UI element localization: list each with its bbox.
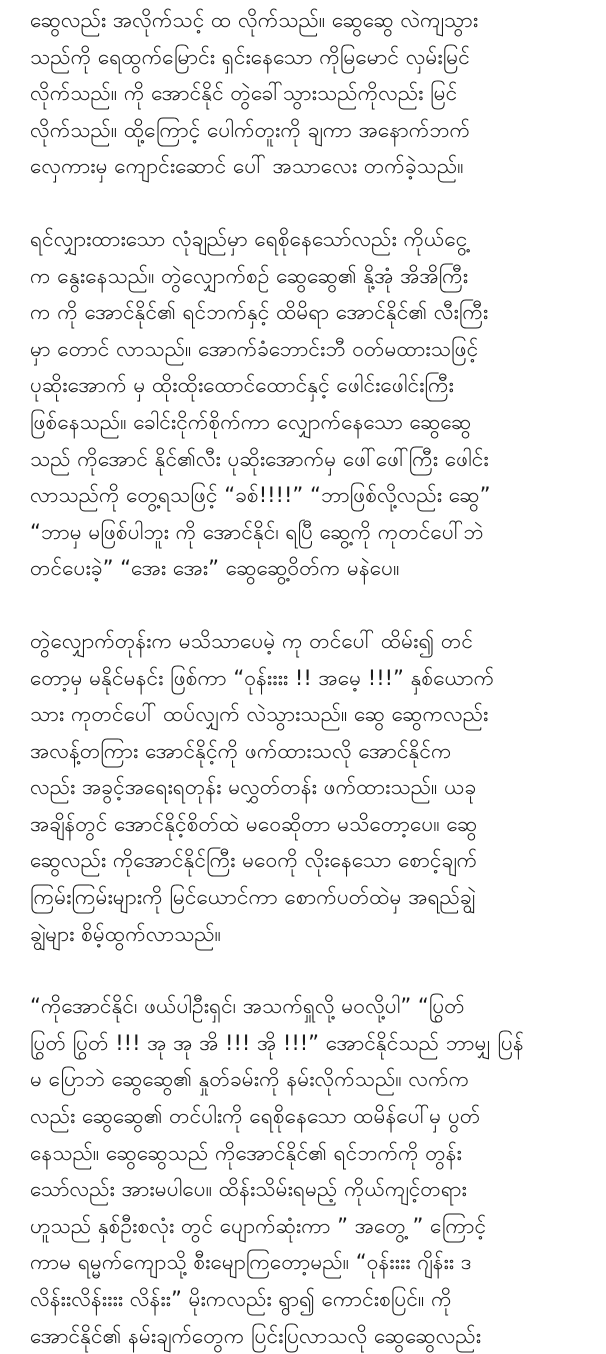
text-line: ချွဲများ စိမ့်ထွက်လာသည်။ [30, 921, 222, 946]
text-line: ကာမ ရမ္မက်ကျောသို့ စီးမျောကြတော့မည်။ “ဝုန်းးးး ဂျိန်းး ဒ [30, 1250, 472, 1275]
text-line: ပြွတ် ပြွတ် !!! အု အု အိ !!! အို !!!” အောင်နိုင်သည် ဘာမျှ ပြန် [30, 1030, 524, 1055]
text-line: အချိန်တွင် အောင်နိုင့်စိတ်ထဲ မဝေဆိုတာ မသိတော့ပေ။ ဆွေ [30, 811, 478, 836]
text-line: တွဲလျှောက်တုန်းက မသိသာပေမဲ့ ကု တင်ပေါ် ထိမ်း၍ တင် [30, 628, 473, 653]
text-line: တော့မှ မနိုင်မနင်း ဖြစ်ကာ “ဝုန်းးးး !! အမေ့ !!!” နှစ်ယောက် [30, 665, 495, 690]
text-line: ဟူသည် နှစ်ဦးစလုံး တွင် ပျောက်ဆုံးကာ ” အတွေ့ ” ကြောင့် [30, 1213, 487, 1238]
paragraph [30, 623, 584, 952]
text-line: လည်း ဆွေဆွေ၏ တင်ပါးကို ရေစိုနေသော ထမိန်ပေါ်မှ ပွတ် [30, 1104, 481, 1129]
text-line: ပုဆိုးအောက် မှ ထိုးထိုးထောင်ထောင်နှင့် ဖေါင်းဖေါင်းကြီး [30, 373, 454, 398]
text-line: လိုက်သည်။ ထို့ကြောင့် ပေါက်တူးကို ချကာ အနောက်ဘက် [30, 117, 471, 142]
text-line: က နွေးနေသည်။ တွဲလျှောက်စဉ် ဆွေဆွေ၏ နို့အုံ အိအိကြီး [30, 263, 469, 288]
text-line: ရင်လျှားထားသော လုံချည်မှာ ရေစိုနေသော်လည်း ကိုယ်ငွေ့ [30, 226, 468, 251]
text-line: တင်ပေးခဲ့” “အေး အေး” ဆွေဆွေ့ဝိတ်က မနဲပေ။ [30, 556, 400, 581]
paragraph [30, 988, 584, 1354]
text-line: လည်း အခွင့်အရေးရတုန်း မလွှတ်တန်း ဖက်ထားသည်။ ယခု [30, 775, 477, 800]
paragraph [30, 2, 584, 185]
paragraph [30, 221, 584, 587]
text-line: လိုက်သည်။ ကို အောင်နိုင် တွဲခေါ်သွားသည်ကိုလည်း မြင် [30, 81, 458, 106]
text-line: မှာ တောင် လာသည်။ အောက်ခံဘောင်းဘီ ဝတ်မထားသဖြင့် [30, 336, 479, 361]
text-line: သည်ကို ရေထွက်မြောင်း ရှင်းနေသော ကိုမြမောင် လှမ်းမြင် [30, 44, 470, 69]
text-line: သော်လည်း အားမပါပေ။ ထိန်းသိမ်းရမည့် ကိုယ်ကျင့်တရား [30, 1177, 467, 1202]
text-line: နေသည်။ ဆွေဆွေသည် ကိုအောင်နိုင်၏ ရင်ဘက်ကို တွန်း [30, 1140, 462, 1165]
text-line: “ဘာမှ မဖြစ်ပါဘူး ကို အောင်နိုင်၊ ရပြီ ဆွေ့ကို ကုတင်ပေါ်ဘဲ [30, 519, 484, 544]
text-line: ဆွေလည်း ကိုအောင်နိုင်ကြီး မဝေကို လိုးနေသော စောင့်ချက် [30, 848, 478, 873]
text-line: သည် ကိုအောင် နိုင်၏လီး ပုဆိုးအောက်မှ ဖေါ်ဖေါ်ကြီး ဖေါင်း [30, 446, 489, 471]
text-line: က ကို အောင်နိုင်၏ ရင်ဘက်နှင့် ထိမိရာ အောင်နိုင်၏ လီးကြီး [30, 300, 489, 325]
text-line: “ကိုအောင်နိုင်၊ ဖယ်ပါဦးရှင်၊ အသက်ရှူလို့ မဝလို့ပါ” “ပြွတ် [30, 994, 465, 1019]
text-line: ကြမ်းကြမ်းများကို မြင်ယောင်ကာ စောက်ပတ်ထဲမှ အရည်ချွဲ [30, 885, 475, 910]
text-line: အောင်နိုင်၏ နမ်းချက်တွေက ပြင်းပြလာသလို ဆွေဆွေလည်း [30, 1323, 482, 1348]
text-line: လာသည်ကို တွေ့ရသဖြင့် “ခစ်!!!!” “ဘာဖြစ်လို့လည်း ဆွေ” [30, 483, 491, 508]
text-line: ဖြစ်နေသည်။ ခေါင်းငိုက်စိုက်ကာ လျှောက်နေသော ဆွေဆွေ [30, 409, 472, 434]
text-line: လိန်းးလိန်းးးး လိန်းး” မိုးကလည်း ရွာ၍ ကောင်းစပြင်။ ကို [30, 1287, 452, 1311]
text-line: မ ပြောဘဲ ဆွေဆွေ၏ နှုတ်ခမ်းကို နမ်းလိုက်သည်။ လက်က [30, 1067, 470, 1092]
text-line: အလန့်တကြား အောင်နိုင့်ကို ဖက်ထားသလို အောင်နိုင်က [30, 738, 452, 763]
text-line: ဆွေလည်း အလိုက်သင့် ထ လိုက်သည်။ ဆွေဆွေ လဲကျသွား [30, 8, 479, 32]
text-line: လှေကားမှ ကျောင်းဆောင် ပေါ် အသာလေး တက်ခဲ့သည်။ [30, 154, 464, 179]
text-line: သား ကုတင်ပေါ် ထပ်လျှက် လဲသွားသည်။ ဆွေ ဆွေကလည်း [30, 702, 489, 727]
